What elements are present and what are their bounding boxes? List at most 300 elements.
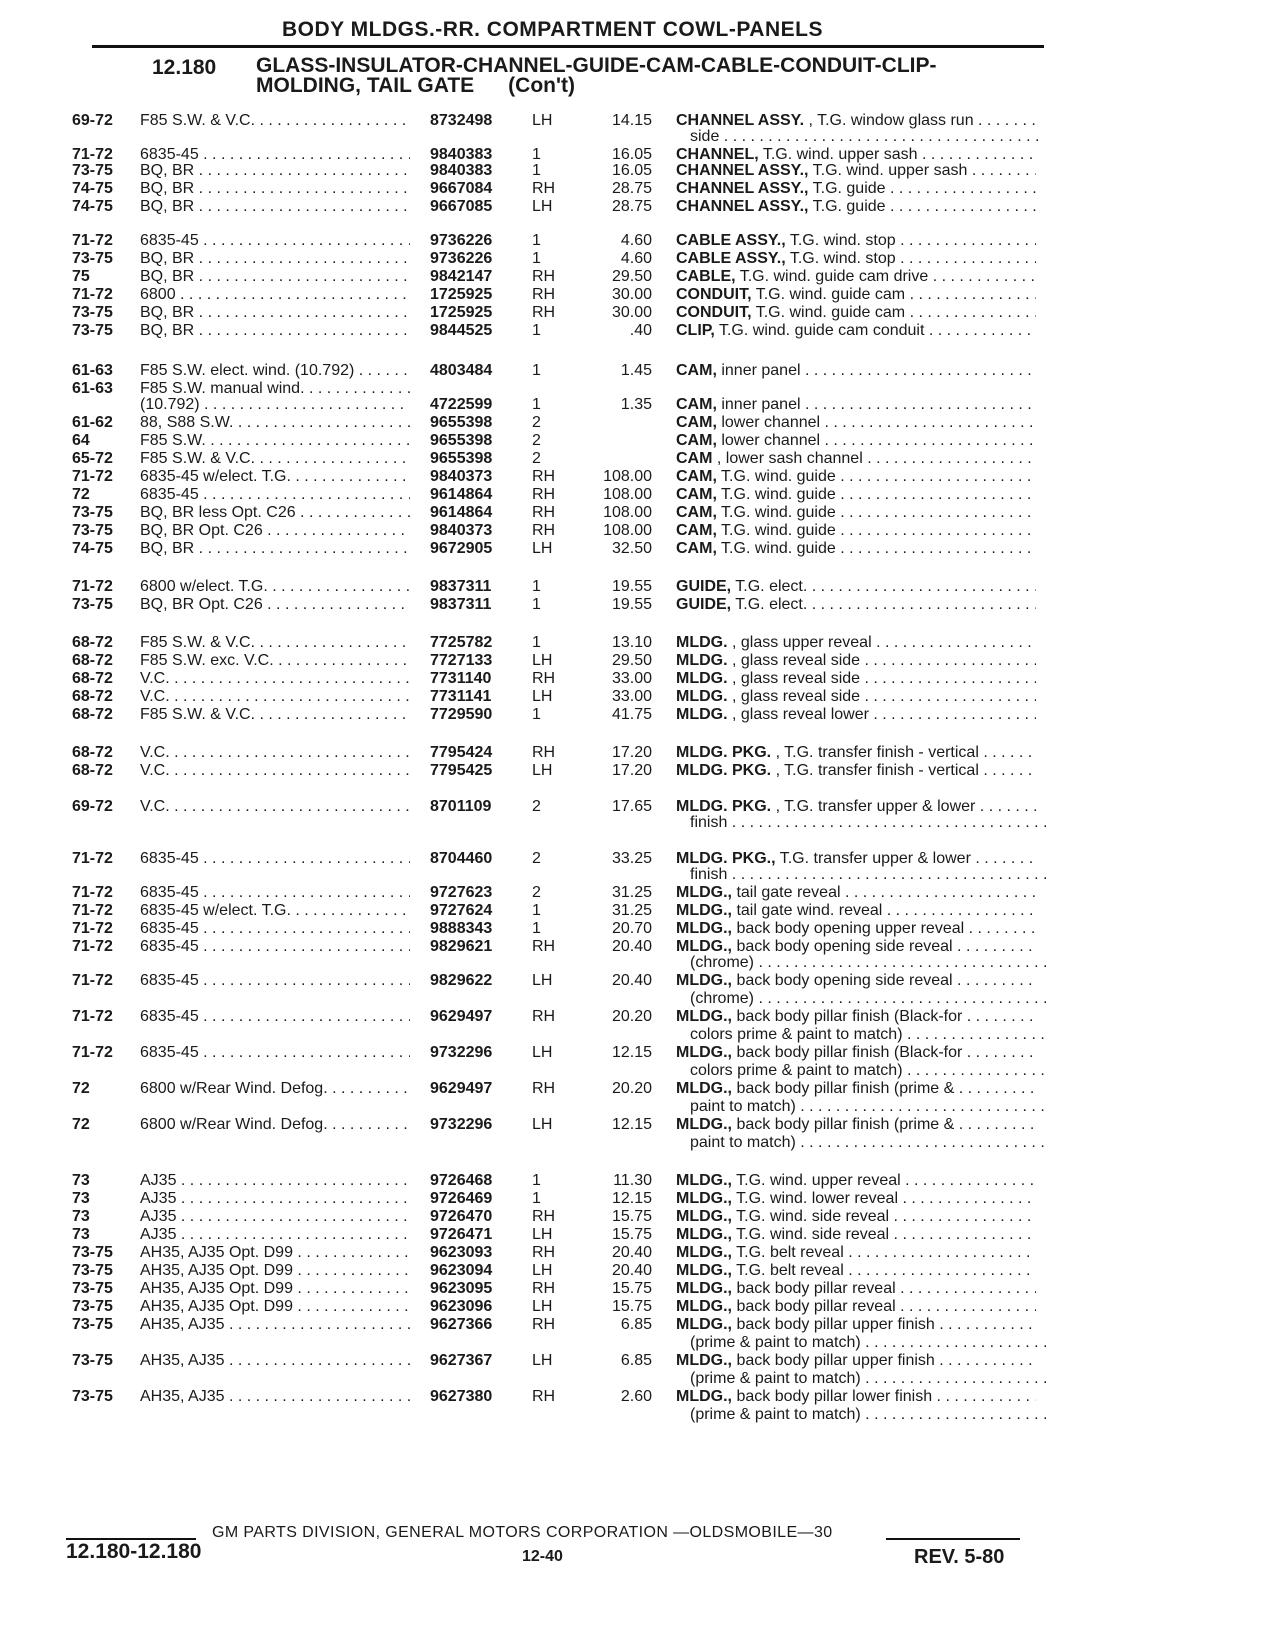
row-description-text: T.G. wind. side reveal xyxy=(736,1226,890,1243)
row-description xyxy=(676,232,1036,250)
row-price: 15.75 xyxy=(611,1226,652,1243)
row-description xyxy=(676,1262,1036,1280)
row-description-keyword: MLDG., xyxy=(676,1316,732,1333)
row-description-text: T.G. wind. side reveal xyxy=(736,1208,890,1225)
row-qty: RH xyxy=(532,1388,556,1405)
row-year: 71-72 xyxy=(72,578,113,595)
row-description-keyword: CAM xyxy=(676,450,713,467)
row-qty: 2 xyxy=(532,850,541,867)
row-part-number: 4803484 xyxy=(430,362,493,379)
row-description-keyword: CAM, xyxy=(676,432,717,449)
row-price: 13.10 xyxy=(611,634,652,651)
row-part-number: 9844525 xyxy=(430,322,493,339)
row-description-keyword: MLDG., xyxy=(676,1226,732,1243)
row-description-text: colors prime & paint to match) xyxy=(690,1062,903,1079)
row-qty: LH xyxy=(532,688,553,705)
row-model: F85 S.W. manual wind. . . . xyxy=(140,380,410,398)
row-description xyxy=(676,322,1036,340)
row-price: 12.15 xyxy=(611,1044,652,1061)
row-price: 29.50 xyxy=(611,652,652,669)
row-model: AH35, AJ35 Opt. D99 . . . xyxy=(140,1280,410,1298)
row-model: 6835-45 . . . xyxy=(140,486,410,504)
row-part-number: 9726468 xyxy=(430,1172,493,1189)
row-part-number: 4722599 xyxy=(430,396,493,413)
row-model: BQ, BR Opt. C26 . . . xyxy=(140,522,410,540)
row-description-text: back body pillar finish (prime & xyxy=(736,1116,955,1133)
row-year: 68-72 xyxy=(72,634,113,651)
row-qty: 1 xyxy=(532,232,541,249)
row-model: 6835-45 . . . xyxy=(140,920,410,938)
row-price: 6.85 xyxy=(620,1352,652,1369)
row-model: BQ, BR . . . xyxy=(140,540,410,558)
row-description-text: , T.G. transfer finish - vertical xyxy=(775,744,979,761)
row-description-keyword: GUIDE, xyxy=(676,596,732,613)
row-year: 72 xyxy=(72,1080,90,1097)
row-qty: 2 xyxy=(532,798,541,815)
row-description xyxy=(676,1208,1036,1226)
row-model: BQ, BR . . . xyxy=(140,268,410,286)
row-description xyxy=(676,578,1036,596)
row-description-keyword: CABLE, xyxy=(676,268,736,285)
row-model: AH35, AJ35 Opt. D99 . . . xyxy=(140,1244,410,1262)
row-qty: RH xyxy=(532,670,556,687)
row-description-text: , T.G. transfer finish - vertical xyxy=(775,762,979,779)
row-part-number: 1725925 xyxy=(430,304,493,321)
row-qty: 1 xyxy=(532,362,541,379)
row-year: 68-72 xyxy=(72,688,113,705)
row-qty: 2 xyxy=(532,432,541,449)
row-year: 73-75 xyxy=(72,1388,113,1405)
row-description-text: , glass reveal side xyxy=(732,688,861,705)
row-description xyxy=(676,1298,1036,1316)
row-model: 6800 w/Rear Wind. Defog. . . . xyxy=(140,1080,410,1098)
row-year: 74-75 xyxy=(72,540,113,557)
row-description-text: , lower sash channel xyxy=(716,450,863,467)
row-description-text: colors prime & paint to match) xyxy=(690,1026,903,1043)
row-model: 6800 . . . xyxy=(140,286,410,304)
row-part-number: 7725782 xyxy=(430,634,493,651)
row-model: V.C. . . . xyxy=(140,688,410,706)
row-description-text: T.G. wind. guide cam xyxy=(755,286,906,303)
row-part-number: 9726470 xyxy=(430,1208,493,1225)
row-qty: 1 xyxy=(532,1190,541,1207)
row-part-number: 9726469 xyxy=(430,1190,493,1207)
row-model: 6800 w/elect. T.G. . . . xyxy=(140,578,410,596)
row-description xyxy=(690,1134,1050,1152)
row-qty: 1 xyxy=(532,162,541,179)
row-qty: RH xyxy=(532,486,556,503)
row-price: 19.55 xyxy=(611,578,652,595)
row-year: 73-75 xyxy=(72,504,113,521)
row-part-number: 9837311 xyxy=(430,578,492,595)
row-part-number: 9732296 xyxy=(430,1116,493,1133)
row-part-number: 9629497 xyxy=(430,1008,493,1025)
row-description-keyword: MLDG., xyxy=(676,1244,732,1261)
row-qty: 2 xyxy=(532,884,541,901)
row-description-keyword: CHANNEL ASSY., xyxy=(676,162,809,179)
row-part-number: 9736226 xyxy=(430,250,493,267)
row-description-keyword: MLDG., xyxy=(676,884,732,901)
row-model: BQ, BR . . . xyxy=(140,250,410,268)
row-description-text: back body pillar finish (prime & xyxy=(736,1080,955,1097)
row-model: (10.792) . . . xyxy=(140,396,410,414)
row-year: 73-75 xyxy=(72,1298,113,1315)
row-description xyxy=(690,1406,1050,1424)
row-description-keyword: MLDG., xyxy=(676,1352,732,1369)
row-qty: RH xyxy=(532,938,556,955)
row-description xyxy=(676,504,1036,522)
row-description-text: T.G. wind. guide xyxy=(721,504,836,521)
row-qty: 1 xyxy=(532,146,541,163)
row-qty: RH xyxy=(532,744,556,761)
row-description xyxy=(676,540,1036,558)
row-description xyxy=(676,1172,1036,1190)
row-description-keyword: CABLE ASSY., xyxy=(676,250,786,267)
row-model: 6835-45 . . . xyxy=(140,1008,410,1026)
row-price: 16.05 xyxy=(611,162,652,179)
row-year: 71-72 xyxy=(72,972,113,989)
row-model: BQ, BR . . . xyxy=(140,162,410,180)
row-description-keyword: CAM, xyxy=(676,504,717,521)
row-description xyxy=(690,1098,1050,1116)
row-description xyxy=(676,1080,1036,1098)
row-description xyxy=(676,652,1036,670)
row-description-text: , T.G. transfer upper & lower xyxy=(775,798,976,815)
row-description-text: back body pillar upper finish xyxy=(736,1352,935,1369)
row-part-number: 9623093 xyxy=(430,1244,493,1261)
row-year: 71-72 xyxy=(72,938,113,955)
row-description-text: T.G. wind. lower reveal xyxy=(736,1190,898,1207)
row-description xyxy=(676,670,1036,688)
row-description-text: T.G. wind. guide xyxy=(721,522,836,539)
row-qty: LH xyxy=(532,1226,553,1243)
row-qty: RH xyxy=(532,1280,556,1297)
row-model: 6835-45 . . . xyxy=(140,884,410,902)
row-qty: RH xyxy=(532,1008,556,1025)
row-year: 68-72 xyxy=(72,762,113,779)
row-description-keyword: CAM, xyxy=(676,522,717,539)
row-description-text: back body pillar finish (Black-for xyxy=(736,1044,963,1061)
row-year: 69-72 xyxy=(72,112,113,129)
row-description-text: lower channel xyxy=(721,414,821,431)
row-description-keyword: MLDG., xyxy=(676,1298,732,1315)
row-model: V.C. . . . xyxy=(140,744,410,762)
row-price: 2.60 xyxy=(620,1388,652,1405)
row-description-text: , glass reveal side xyxy=(732,670,861,687)
row-year: 71-72 xyxy=(72,1008,113,1025)
row-description-keyword: CHANNEL ASSY., xyxy=(676,180,809,197)
row-description xyxy=(676,414,1036,432)
footer-revision: REV. 5-80 xyxy=(914,1546,1005,1568)
row-part-number: 9655398 xyxy=(430,450,493,467)
row-part-number: 7731140 xyxy=(430,670,492,687)
footer-rule-right xyxy=(886,1538,1020,1540)
row-price: 20.20 xyxy=(611,1080,652,1097)
row-description-text: , glass reveal lower xyxy=(732,706,869,723)
row-price: 29.50 xyxy=(611,268,652,285)
row-description-text: (prime & paint to match) xyxy=(690,1370,861,1387)
row-part-number: 9840373 xyxy=(430,522,493,539)
row-qty: 1 xyxy=(532,1172,541,1189)
row-price: 108.00 xyxy=(603,468,652,485)
row-part-number: 9667084 xyxy=(430,180,493,197)
row-description xyxy=(676,450,1036,468)
row-description-keyword: MLDG., xyxy=(676,1080,732,1097)
row-part-number: 9840383 xyxy=(430,162,493,179)
row-description-keyword: CLIP, xyxy=(676,322,715,339)
row-description-text: paint to match) xyxy=(690,1134,796,1151)
row-part-number: 7731141 xyxy=(430,688,492,705)
row-description-text: T.G. wind. guide xyxy=(721,540,836,557)
row-qty: 1 xyxy=(532,920,541,937)
row-qty: 1 xyxy=(532,396,541,413)
row-description-keyword: MLDG. xyxy=(676,652,728,669)
row-year: 61-63 xyxy=(72,362,113,379)
row-description-keyword: CONDUIT, xyxy=(676,304,752,321)
row-model: BQ, BR Opt. C26 . . . xyxy=(140,596,410,614)
row-description-text: , T.G. window glass run xyxy=(808,112,974,129)
row-qty: 1 xyxy=(532,322,541,339)
row-description-keyword: CAM, xyxy=(676,486,717,503)
row-description xyxy=(676,1116,1036,1134)
row-description xyxy=(676,250,1036,268)
row-year: 73 xyxy=(72,1190,90,1207)
row-price: 19.55 xyxy=(611,596,652,613)
row-qty: 2 xyxy=(532,414,541,431)
row-year: 73-75 xyxy=(72,1316,113,1333)
row-description-keyword: MLDG. xyxy=(676,670,728,687)
row-qty: RH xyxy=(532,1208,556,1225)
row-year: 73-75 xyxy=(72,250,113,267)
row-qty: RH xyxy=(532,180,556,197)
row-model: 6835-45 . . . xyxy=(140,1044,410,1062)
row-price: 33.00 xyxy=(611,670,652,687)
row-description-text: T.G. wind. upper sash xyxy=(762,146,918,163)
row-year: 69-72 xyxy=(72,798,113,815)
row-description-text: back body opening upper reveal xyxy=(736,920,965,937)
row-price: 15.75 xyxy=(611,1298,652,1315)
row-model: 6800 w/Rear Wind. Defog. . . . xyxy=(140,1116,410,1134)
row-description xyxy=(676,1244,1036,1262)
row-description-text: T.G. wind. stop xyxy=(789,250,896,267)
row-description-keyword: MLDG. xyxy=(676,688,728,705)
row-qty: LH xyxy=(532,540,553,557)
row-description-keyword: MLDG., xyxy=(676,1172,732,1189)
row-description-keyword: CHANNEL, xyxy=(676,146,759,163)
row-qty: RH xyxy=(532,1316,556,1333)
row-year: 72 xyxy=(72,1116,90,1133)
row-year: 61-62 xyxy=(72,414,113,431)
row-price: 1.35 xyxy=(620,396,652,413)
row-description-text: back body pillar lower finish xyxy=(736,1388,933,1405)
row-description-text: T.G. transfer upper & lower xyxy=(779,850,971,867)
row-description-keyword: CAM, xyxy=(676,540,717,557)
row-part-number: 9672905 xyxy=(430,540,493,557)
row-description-text: back body opening side reveal xyxy=(736,938,953,955)
row-description xyxy=(676,304,1036,322)
row-model: F85 S.W. exc. V.C. . . . xyxy=(140,652,410,670)
row-part-number: 9623094 xyxy=(430,1262,493,1279)
row-description-keyword: GUIDE, xyxy=(676,578,732,595)
row-part-number: 9726471 xyxy=(430,1226,493,1243)
row-description-keyword: MLDG., xyxy=(676,920,732,937)
row-description xyxy=(676,1190,1036,1208)
row-year: 71-72 xyxy=(72,468,113,485)
row-description-text: T.G. guide xyxy=(812,198,886,215)
row-qty: LH xyxy=(532,1262,553,1279)
row-description xyxy=(676,762,1036,780)
row-price: 15.75 xyxy=(611,1208,652,1225)
row-description xyxy=(676,486,1036,504)
row-price: 4.60 xyxy=(620,250,652,267)
row-year: 71-72 xyxy=(72,146,113,163)
row-description-text: T.G. wind. guide cam drive xyxy=(739,268,929,285)
row-price: 20.40 xyxy=(611,972,652,989)
row-price: 16.05 xyxy=(611,146,652,163)
row-part-number: 7729590 xyxy=(430,706,493,723)
row-qty: LH xyxy=(532,762,553,779)
row-model: 88, S88 S.W. . . . xyxy=(140,414,410,432)
row-description-text: lower channel xyxy=(721,432,821,449)
row-description-keyword: MLDG., xyxy=(676,1190,732,1207)
row-description-text: (chrome) xyxy=(690,954,755,971)
row-description xyxy=(676,596,1036,614)
row-description xyxy=(676,972,1036,990)
row-model: 6835-45 . . . xyxy=(140,938,410,956)
row-description xyxy=(690,1370,1050,1388)
row-description xyxy=(676,268,1036,286)
row-year: 71-72 xyxy=(72,902,113,919)
row-year: 68-72 xyxy=(72,670,113,687)
row-model: BQ, BR . . . xyxy=(140,304,410,322)
row-description-text: finish xyxy=(690,814,728,831)
row-part-number: 9829621 xyxy=(430,938,493,955)
row-model: 6835-45 . . . xyxy=(140,146,410,164)
row-part-number: 9614864 xyxy=(430,486,493,503)
row-year: 73-75 xyxy=(72,522,113,539)
row-description-keyword: MLDG., xyxy=(676,1044,732,1061)
row-year: 73-75 xyxy=(72,1244,113,1261)
row-year: 73 xyxy=(72,1226,90,1243)
row-part-number: 9655398 xyxy=(430,432,493,449)
row-description xyxy=(676,362,1036,380)
row-description xyxy=(676,1044,1036,1062)
row-description xyxy=(690,990,1050,1008)
row-description xyxy=(690,1026,1050,1044)
row-price: 20.70 xyxy=(611,920,652,937)
section-title-line1: GLASS-INSULATOR-CHANNEL-GUIDE-CAM-CABLE-CONDUIT-CLIP- xyxy=(256,54,937,77)
row-description-keyword: MLDG., xyxy=(676,1008,732,1025)
row-description-text: T.G. guide xyxy=(812,180,886,197)
row-qty: LH xyxy=(532,1298,553,1315)
row-qty: 1 xyxy=(532,596,541,613)
row-price: 33.25 xyxy=(611,850,652,867)
row-description xyxy=(676,920,1036,938)
row-description-text: T.G. wind. stop xyxy=(789,232,896,249)
row-price: 14.15 xyxy=(611,112,652,129)
row-description xyxy=(676,162,1036,180)
row-model: F85 S.W. & V.C. . . . xyxy=(140,112,410,130)
row-year: 75 xyxy=(72,268,90,285)
row-qty: 1 xyxy=(532,578,541,595)
row-price: 17.20 xyxy=(611,744,652,761)
footer-page-number: 12-40 xyxy=(522,1548,563,1565)
row-model: AH35, AJ35 Opt. D99 . . . xyxy=(140,1262,410,1280)
section-cont: (Con't) xyxy=(508,74,575,97)
row-price: 31.25 xyxy=(611,884,652,901)
row-year: 73-75 xyxy=(72,596,113,613)
row-price: .40 xyxy=(629,322,652,339)
row-price: 108.00 xyxy=(603,504,652,521)
row-year: 71-72 xyxy=(72,920,113,937)
row-description-keyword: MLDG. PKG. xyxy=(676,744,772,761)
row-description xyxy=(676,902,1036,920)
row-year: 73-75 xyxy=(72,1352,113,1369)
row-model: BQ, BR less Opt. C26 . . . xyxy=(140,504,410,522)
row-part-number: 9655398 xyxy=(430,414,493,431)
row-description-text: T.G. wind. guide cam xyxy=(755,304,906,321)
row-description xyxy=(676,634,1036,652)
row-description-keyword: CAM, xyxy=(676,414,717,431)
row-description-text: T.G. belt reveal xyxy=(736,1244,844,1261)
row-description-keyword: CABLE ASSY., xyxy=(676,232,786,249)
row-part-number: 7795424 xyxy=(430,744,493,761)
row-price: 30.00 xyxy=(611,304,652,321)
section-title-line2: MOLDING, TAIL GATE xyxy=(256,74,475,97)
row-price: 28.75 xyxy=(611,198,652,215)
row-description-keyword: MLDG. xyxy=(676,706,728,723)
row-description-keyword: MLDG., xyxy=(676,1262,732,1279)
row-year: 68-72 xyxy=(72,744,113,761)
row-model: 6835-45 w/elect. T.G. . . . xyxy=(140,468,410,486)
row-description-text: (chrome) xyxy=(690,990,755,1007)
row-description-keyword: MLDG., xyxy=(676,1116,732,1133)
row-model: F85 S.W. . . . xyxy=(140,432,410,450)
row-price: 6.85 xyxy=(620,1316,652,1333)
row-year: 72 xyxy=(72,486,90,503)
row-price: 108.00 xyxy=(603,522,652,539)
row-qty: 1 xyxy=(532,634,541,651)
row-price: 20.20 xyxy=(611,1008,652,1025)
row-price: 32.50 xyxy=(611,540,652,557)
row-year: 71-72 xyxy=(72,286,113,303)
footer-section-range: 12.180-12.180 xyxy=(66,1540,202,1563)
row-description xyxy=(676,1226,1036,1244)
row-qty: RH xyxy=(532,504,556,521)
row-year: 61-63 xyxy=(72,380,113,397)
row-part-number: 9837311 xyxy=(430,596,492,613)
row-description-keyword: MLDG., xyxy=(676,972,732,989)
row-qty: RH xyxy=(532,304,556,321)
row-description-text: tail gate reveal xyxy=(736,884,841,901)
row-part-number: 9732296 xyxy=(430,1044,493,1061)
row-description-keyword: MLDG., xyxy=(676,938,732,955)
row-description-text: (prime & paint to match) xyxy=(690,1334,861,1351)
row-year: 73 xyxy=(72,1172,90,1189)
row-price: 1.45 xyxy=(620,362,652,379)
row-model: F85 S.W. & V.C. . . . xyxy=(140,706,410,724)
section-number: 12.180 xyxy=(152,56,217,79)
row-description-text: T.G. belt reveal xyxy=(736,1262,844,1279)
row-description-text: back body pillar finish (Black-for xyxy=(736,1008,963,1025)
row-model: V.C. . . . xyxy=(140,798,410,816)
row-description xyxy=(676,522,1036,540)
row-year: 74-75 xyxy=(72,180,113,197)
row-year: 65-72 xyxy=(72,450,113,467)
row-model: 6835-45 . . . xyxy=(140,850,410,868)
row-description-text: , glass upper reveal xyxy=(732,634,872,651)
row-description xyxy=(676,432,1036,450)
